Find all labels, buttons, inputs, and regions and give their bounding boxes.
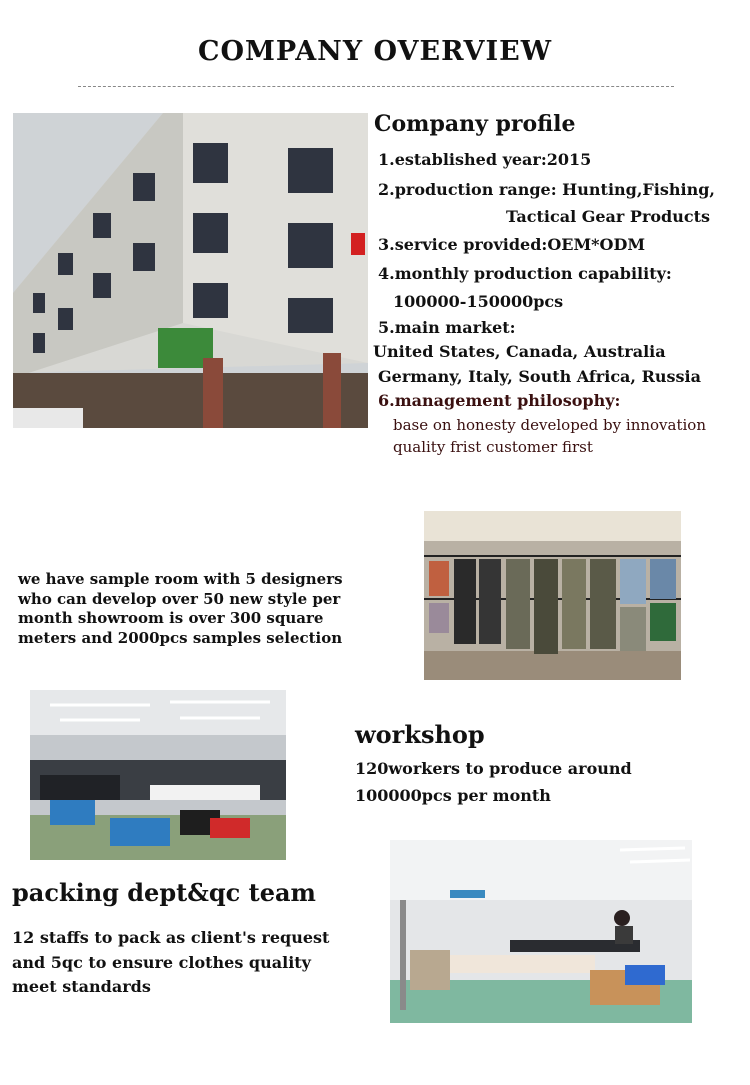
- profile-item-service: 3.service provided:OEM*ODM: [378, 235, 646, 254]
- sample-room-line1: we have sample room with 5 designers: [18, 570, 343, 588]
- company-profile-heading: Company profile: [374, 111, 576, 137]
- workshop-photo: [30, 690, 286, 860]
- workshop-line1: 120workers to produce around: [355, 759, 632, 778]
- sample-room-line3: month showroom is over 300 square: [18, 609, 324, 627]
- packing-qc-photo: [390, 840, 692, 1023]
- factory-building-photo: [13, 113, 368, 428]
- packing-line2: and 5qc to ensure clothes quality: [12, 953, 311, 972]
- showroom-photo: [424, 511, 681, 680]
- sample-room-line4: meters and 2000pcs samples selection: [18, 629, 343, 647]
- profile-item-established: 1.established year:2015: [378, 150, 592, 169]
- title-divider: [78, 86, 674, 87]
- profile-item-philosophy: 6.management philosophy:: [378, 391, 621, 410]
- profile-item-main-market: 5.main market:: [378, 318, 516, 337]
- profile-item-capability: 4.monthly production capability:: [378, 264, 672, 283]
- profile-item-market-line1: United States, Canada, Australia: [373, 342, 666, 361]
- profile-item-market-line2: Germany, Italy, South Africa, Russia: [378, 367, 701, 386]
- workshop-heading: workshop: [355, 720, 485, 749]
- page-title: COMPANY OVERVIEW: [197, 36, 553, 67]
- workshop-line2: 100000pcs per month: [355, 786, 551, 805]
- profile-item-capability-value: 100000-150000pcs: [393, 292, 564, 311]
- profile-item-philosophy-line1: base on honesty developed by innovation: [393, 416, 706, 434]
- sample-room-line2: who can develop over 50 new style per: [18, 590, 341, 608]
- profile-item-production-range: 2.production range: Hunting,Fishing,: [378, 180, 715, 199]
- packing-line3: meet standards: [12, 977, 151, 996]
- packing-line1: 12 staffs to pack as client's request: [12, 928, 330, 947]
- profile-item-production-range-cont: Tactical Gear Products: [506, 207, 711, 226]
- profile-item-philosophy-line2: quality frist customer first: [393, 438, 593, 456]
- packing-heading: packing dept&qc team: [12, 878, 316, 907]
